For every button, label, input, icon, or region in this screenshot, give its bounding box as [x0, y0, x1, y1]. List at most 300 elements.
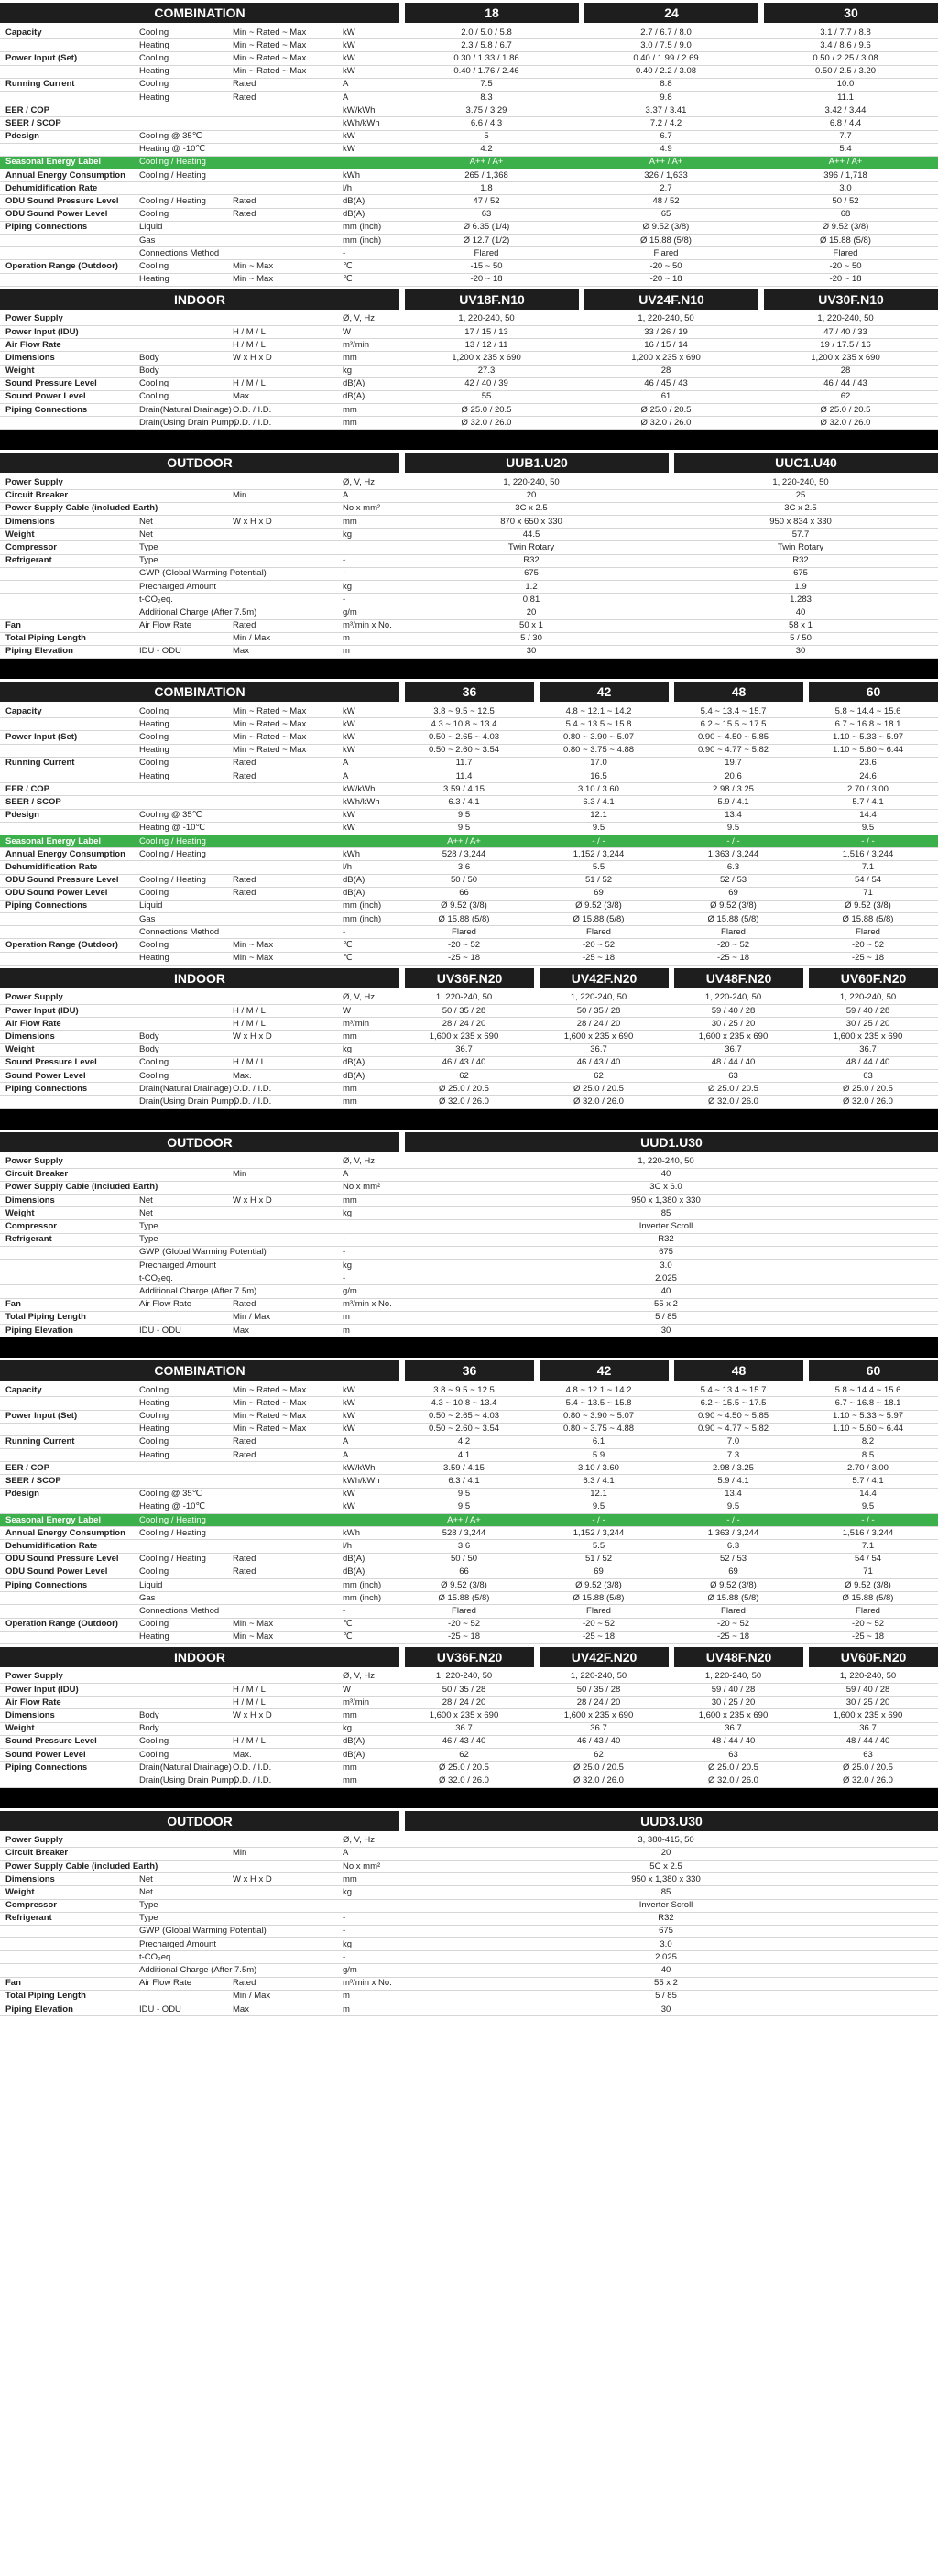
row-label: Annual Energy Consumption	[5, 848, 125, 859]
value-cell: 50 x 1	[519, 620, 543, 631]
table-header	[0, 968, 938, 988]
value-cell: 5.9	[592, 1449, 605, 1460]
value-cell: 9.8	[660, 92, 672, 103]
row-condition: Min ~ Max	[233, 1619, 274, 1630]
table-header	[0, 453, 938, 473]
row-sublabel: Gas	[139, 913, 156, 924]
row-unit: A	[343, 1848, 349, 1859]
value-cell: 13.4	[725, 810, 742, 821]
table-row	[0, 1926, 938, 1938]
row-sublabel: Cooling	[139, 1070, 169, 1081]
value-cell: 1.10 ~ 5.60 ~ 6.44	[832, 745, 904, 756]
value-cell: 33 / 26 / 19	[644, 326, 688, 337]
row-label: SEER / SCOP	[5, 796, 61, 807]
value-cell: Flared	[586, 926, 611, 937]
row-label: Dimensions	[5, 1195, 55, 1206]
value-cell: Ø 25.0 / 20.5	[573, 1083, 624, 1094]
value-cell: 11.4	[455, 770, 473, 781]
row-sublabel: Cooling @ 35℃	[139, 810, 202, 821]
row-label: Capacity	[5, 27, 42, 38]
value-cell: R32	[658, 1234, 674, 1245]
value-cell: -25 ~ 18	[447, 953, 481, 964]
row-sublabel: Gas	[139, 235, 156, 246]
table-row	[0, 27, 938, 39]
value-cell: Flared	[856, 1605, 880, 1616]
table-row	[0, 1684, 938, 1697]
row-condition: H / M / L	[233, 1736, 266, 1747]
value-cell: Ø 25.0 / 20.5	[439, 1083, 489, 1094]
row-label: Circuit Breaker	[5, 1848, 69, 1859]
row-unit: kg	[343, 1938, 353, 1949]
value-cell: -25 ~ 18	[582, 953, 616, 964]
row-label: Total Piping Length	[5, 1991, 86, 2002]
value-cell: 52 / 53	[719, 1554, 747, 1565]
table-row	[0, 1156, 938, 1169]
row-label: ODU Sound Power Level	[5, 209, 108, 220]
row-sublabel: GWP (Global Warming Potential)	[139, 1247, 267, 1258]
row-sublabel: Heating @ -10℃	[139, 1501, 206, 1512]
value-cell: 28	[660, 366, 671, 377]
table-row	[0, 326, 938, 339]
row-label: Operation Range (Outdoor)	[5, 1619, 118, 1630]
model-column-header: UV30F.N10	[764, 289, 938, 310]
row-unit: dB(A)	[343, 209, 365, 220]
row-condition: Min	[233, 1848, 247, 1859]
row-sublabel: Type	[139, 1900, 158, 1911]
table-row	[0, 1247, 938, 1260]
value-cell: 0.90 ~ 4.50 ~ 5.85	[697, 732, 769, 743]
value-cell: 4.9	[660, 144, 672, 155]
value-cell: 0.80 ~ 3.90 ~ 5.07	[562, 732, 635, 743]
row-label: Power Input (IDU)	[5, 1684, 79, 1695]
value-cell: 55 x 2	[654, 1978, 678, 1989]
value-cell: 0.50 / 2.5 / 3.20	[814, 66, 877, 77]
row-sublabel: Cooling / Heating	[139, 196, 206, 207]
value-cell: 13.4	[725, 1489, 742, 1500]
value-cell: 61	[660, 391, 671, 402]
value-cell: 6.3 / 4.1	[448, 1476, 480, 1487]
row-sublabel: Cooling	[139, 1619, 169, 1630]
row-sublabel: t-CO₂eq.	[139, 1951, 173, 1962]
table-row	[0, 992, 938, 1005]
value-cell: 62	[459, 1070, 469, 1081]
row-unit: mm	[343, 1710, 357, 1721]
value-cell: 3.0 / 7.5 / 9.0	[640, 39, 692, 50]
row-sublabel: Cooling	[139, 79, 169, 90]
row-label: Total Piping Length	[5, 1312, 86, 1323]
value-cell: 675	[793, 568, 808, 579]
row-label: Operation Range (Outdoor)	[5, 260, 118, 271]
table-row	[0, 633, 938, 646]
row-unit: -	[343, 247, 346, 258]
row-sublabel: Type	[139, 1221, 158, 1232]
table-row	[0, 745, 938, 758]
value-cell: 69	[594, 888, 604, 899]
value-cell: 46 / 45 / 43	[644, 378, 688, 389]
spec-table	[0, 289, 938, 431]
section-divider	[0, 659, 938, 679]
row-unit: mm (inch)	[343, 913, 382, 924]
value-cell: 1, 220-240, 50	[704, 1671, 762, 1682]
table-row	[0, 646, 938, 659]
value-cell: 6.3	[726, 1540, 740, 1551]
value-cell: Ø 25.0 / 20.5	[439, 1762, 489, 1773]
row-sublabel: Drain(Natural Drainage)	[139, 404, 232, 415]
value-cell: 5.4 ~ 13.4 ~ 15.7	[700, 705, 767, 716]
row-sublabel: t-CO₂eq.	[139, 594, 173, 605]
table-row	[0, 1554, 938, 1566]
row-sublabel: Additional Charge (After 7.5m)	[139, 1285, 257, 1296]
row-sublabel: Precharged Amount	[139, 581, 216, 592]
table-title: OUTDOOR	[0, 1811, 399, 1831]
value-cell: 46 / 43 / 40	[576, 1057, 621, 1068]
value-cell: 36.7	[590, 1044, 607, 1055]
row-condition: Min ~ Max	[233, 1632, 274, 1643]
table-row	[0, 1848, 938, 1861]
row-unit: Ø, V, Hz	[343, 1671, 376, 1682]
table-header	[0, 1360, 938, 1381]
row-condition: Max	[233, 646, 249, 657]
table-row	[0, 391, 938, 404]
table-title: COMBINATION	[0, 1360, 399, 1381]
row-condition: H / M / L	[233, 339, 266, 350]
row-label: Power Supply	[5, 1835, 63, 1846]
value-cell: A++ / A+	[649, 157, 683, 168]
value-cell: Ø 9.52 (3/8)	[710, 1579, 757, 1590]
row-sublabel: Cooling / Heating	[139, 157, 206, 168]
value-cell: 1, 220-240, 50	[704, 992, 762, 1003]
table-row	[0, 901, 938, 913]
value-cell: 69	[728, 1566, 738, 1577]
table-row	[0, 1312, 938, 1325]
value-cell: 40	[660, 1285, 671, 1296]
value-cell: 1, 220-240, 50	[570, 992, 627, 1003]
row-unit: Ø, V, Hz	[343, 992, 376, 1003]
row-sublabel: Type	[139, 1234, 158, 1245]
value-cell: Flared	[856, 926, 880, 937]
row-unit: W	[343, 1005, 351, 1016]
row-sublabel: Body	[139, 352, 159, 363]
value-cell: -25 ~ 18	[716, 953, 750, 964]
row-sublabel: Drain(Using Drain Pump)	[139, 1774, 237, 1785]
row-unit: kWh/kWh	[343, 796, 380, 807]
row-label: Pdesign	[5, 810, 39, 821]
value-cell: Ø 32.0 / 26.0	[573, 1096, 624, 1107]
row-sublabel: Net	[139, 1886, 153, 1897]
table-row	[0, 79, 938, 92]
value-cell: 675	[659, 1926, 673, 1937]
table-row	[0, 1605, 938, 1618]
row-unit: g/m	[343, 606, 357, 617]
table-row	[0, 260, 938, 273]
row-unit: kg	[343, 1723, 353, 1734]
row-condition: Rated	[233, 92, 256, 103]
row-unit: ℃	[343, 1619, 353, 1630]
row-unit: A	[343, 758, 349, 769]
value-cell: Twin Rotary	[507, 541, 555, 552]
table-row	[0, 1436, 938, 1449]
row-sublabel: Connections Method	[139, 926, 220, 937]
table-row	[0, 1723, 938, 1736]
value-cell: 42 / 40 / 39	[464, 378, 508, 389]
value-cell: 28 / 24 / 20	[442, 1697, 486, 1708]
row-label: Piping Connections	[5, 404, 88, 415]
value-cell: 36.7	[859, 1723, 877, 1734]
row-unit: mm	[343, 1096, 357, 1107]
row-condition: W x H x D	[233, 516, 272, 527]
row-label: Weight	[5, 1723, 35, 1734]
value-cell: 1.9	[794, 581, 807, 592]
row-sublabel: GWP (Global Warming Potential)	[139, 1926, 267, 1937]
row-condition: Max	[233, 1325, 249, 1336]
row-label: Weight	[5, 1207, 35, 1218]
table-row	[0, 796, 938, 809]
value-cell: 4.8 ~ 12.1 ~ 14.2	[565, 705, 632, 716]
value-cell: Ø 32.0 / 26.0	[439, 1774, 489, 1785]
table-row	[0, 117, 938, 130]
value-cell: 4.2	[457, 1436, 471, 1447]
model-column-header: 18	[405, 3, 579, 23]
value-cell: 6.7 ~ 16.8 ~ 18.1	[834, 1397, 901, 1408]
table-row	[0, 1913, 938, 1926]
row-label: Power Input (IDU)	[5, 1005, 79, 1016]
value-cell: 40	[660, 1169, 671, 1180]
value-cell: 66	[459, 1566, 469, 1577]
row-condition: H / M / L	[233, 326, 266, 337]
value-cell: 675	[524, 568, 539, 579]
row-label: Pdesign	[5, 131, 39, 142]
value-cell: 48 / 44 / 40	[845, 1736, 890, 1747]
row-unit: kg	[343, 1260, 353, 1271]
value-cell: 3.0	[660, 1260, 672, 1271]
table-row	[0, 1978, 938, 1991]
value-cell: 7.3	[726, 1449, 740, 1460]
row-sublabel: Cooling @ 35℃	[139, 1489, 202, 1500]
row-unit: No x mm²	[343, 1861, 381, 1872]
row-sublabel: Net	[139, 1873, 153, 1884]
value-cell: 950 x 1,380 x 330	[631, 1873, 701, 1884]
row-unit: kW	[343, 732, 355, 743]
row-condition: Min ~ Rated ~ Max	[233, 1424, 307, 1435]
table-row	[0, 1169, 938, 1182]
value-cell: -20 ~ 52	[851, 940, 885, 951]
row-unit: kW	[343, 823, 355, 834]
row-condition: Min / Max	[233, 633, 271, 644]
value-cell: 675	[659, 1247, 673, 1258]
row-unit: kW	[343, 705, 355, 716]
table-row	[0, 1709, 938, 1722]
row-sublabel: Liquid	[139, 901, 163, 911]
row-label: Piping Elevation	[5, 2003, 73, 2014]
value-cell: 6.2 ~ 15.5 ~ 17.5	[700, 718, 767, 729]
value-cell: 9.5	[726, 1501, 740, 1512]
value-cell: 0.90 ~ 4.77 ~ 5.82	[697, 745, 769, 756]
table-row	[0, 606, 938, 619]
row-label: EER / COP	[5, 783, 50, 794]
value-cell: 10.0	[836, 79, 855, 90]
row-sublabel: Heating	[139, 274, 169, 285]
row-label: Weight	[5, 1044, 35, 1055]
value-cell: 50 / 35 / 28	[576, 1005, 621, 1016]
model-column-header: UUC1.U40	[674, 453, 938, 473]
value-cell: 55 x 2	[654, 1299, 678, 1310]
value-cell: 48 / 44 / 40	[845, 1057, 890, 1068]
row-label: Piping Connections	[5, 1083, 88, 1094]
table-row	[0, 1671, 938, 1684]
row-label: Refrigerant	[5, 1234, 52, 1245]
value-cell: Ø 9.52 (3/8)	[845, 1579, 891, 1590]
value-cell: 6.2 ~ 15.5 ~ 17.5	[700, 1397, 767, 1408]
row-unit: kW	[343, 144, 355, 155]
value-cell: 66	[459, 888, 469, 899]
row-unit: kW	[343, 27, 355, 38]
row-unit: dB(A)	[343, 1749, 365, 1760]
row-sublabel: Cooling	[139, 52, 169, 63]
table-row	[0, 1489, 938, 1501]
row-condition: H / M / L	[233, 1697, 266, 1708]
row-unit: m	[343, 1312, 350, 1323]
row-unit: kW	[343, 1397, 355, 1408]
value-cell: 6.3 / 4.1	[448, 796, 480, 807]
value-cell: 69	[728, 888, 738, 899]
row-label: Piping Connections	[5, 222, 88, 233]
row-sublabel: Cooling	[139, 758, 169, 769]
spec-table	[0, 682, 938, 966]
row-label: Piping Elevation	[5, 646, 73, 657]
value-cell: Ø 15.88 (5/8)	[707, 913, 759, 924]
value-cell: 5.5	[592, 861, 605, 872]
value-cell: 71	[863, 1566, 873, 1577]
table-row	[0, 1938, 938, 1951]
value-cell: 36.7	[859, 1044, 877, 1055]
row-unit: dB(A)	[343, 378, 365, 389]
table-row	[0, 939, 938, 952]
table-row	[0, 1449, 938, 1462]
row-sublabel: Cooling / Heating	[139, 169, 206, 180]
row-label: Dehumidification Rate	[5, 861, 98, 872]
row-unit: mm	[343, 1774, 357, 1785]
row-sublabel: Air Flow Rate	[139, 1978, 192, 1989]
row-condition: Rated	[233, 1554, 256, 1565]
value-cell: 20	[526, 490, 537, 501]
row-label: ODU Sound Pressure Level	[5, 1554, 119, 1565]
row-sublabel: Cooling	[139, 209, 169, 220]
row-label: Capacity	[5, 705, 42, 716]
table-row	[0, 1900, 938, 1913]
value-cell: 5C x 2.5	[649, 1861, 682, 1872]
row-label: Power Input (IDU)	[5, 326, 79, 337]
table-row	[0, 1835, 938, 1848]
table-row	[0, 770, 938, 783]
spec-table	[0, 968, 938, 1109]
table-row	[0, 1195, 938, 1207]
value-cell: 6.7	[660, 131, 672, 142]
row-sublabel: GWP (Global Warming Potential)	[139, 568, 267, 579]
row-condition: Min ~ Rated ~ Max	[233, 52, 307, 63]
table-row	[0, 404, 938, 417]
row-condition: Rated	[233, 770, 256, 781]
row-sublabel: Heating	[139, 92, 169, 103]
table-row	[0, 235, 938, 247]
value-cell: A++ / A+	[469, 157, 504, 168]
value-cell: 0.30 / 1.33 / 1.86	[453, 52, 519, 63]
table-row	[0, 1527, 938, 1540]
row-sublabel: Heating	[139, 1632, 169, 1643]
table-row	[0, 1697, 938, 1709]
row-unit: mm	[343, 404, 357, 415]
row-sublabel: Liquid	[139, 1579, 163, 1590]
row-unit: dB(A)	[343, 1057, 365, 1068]
row-label: ODU Sound Power Level	[5, 888, 108, 899]
row-label: Compressor	[5, 541, 57, 552]
value-cell: 3.0	[839, 182, 852, 193]
value-cell: 8.5	[861, 1449, 875, 1460]
value-cell: 0.50 / 2.25 / 3.08	[813, 52, 878, 63]
row-sublabel: Liquid	[139, 222, 163, 233]
row-condition: O.D. / I.D.	[233, 1762, 272, 1773]
table-row	[0, 1234, 938, 1247]
row-label: Power Input (Set)	[5, 732, 78, 743]
value-cell: 63	[728, 1070, 738, 1081]
row-label: Power Supply	[5, 1671, 63, 1682]
row-label: Weight	[5, 529, 35, 540]
value-cell: 85	[660, 1886, 671, 1897]
value-cell: 59 / 40 / 28	[711, 1684, 756, 1695]
value-cell: A++ / A+	[447, 835, 481, 846]
value-cell: 1, 220-240, 50	[503, 477, 560, 488]
row-sublabel: Cooling	[139, 888, 169, 899]
row-condition: O.D. / I.D.	[233, 1083, 272, 1094]
table-row	[0, 1514, 938, 1527]
row-sublabel: Body	[139, 1044, 159, 1055]
value-cell: 6.1	[592, 1436, 605, 1447]
row-unit: m	[343, 1991, 350, 2002]
value-cell: 16 / 15 / 14	[644, 339, 688, 350]
row-condition: Min ~ Rated ~ Max	[233, 66, 307, 77]
row-condition: Min ~ Rated ~ Max	[233, 27, 307, 38]
value-cell: 5 / 85	[655, 1991, 677, 2002]
row-label: Sound Power Level	[5, 1749, 86, 1760]
row-sublabel: IDU - ODU	[139, 2003, 181, 2014]
row-unit: ℃	[343, 1632, 353, 1643]
row-unit: dB(A)	[343, 1736, 365, 1747]
row-condition: Min	[233, 1169, 247, 1180]
spec-table	[0, 1360, 938, 1644]
row-condition: Max.	[233, 1070, 252, 1081]
value-cell: Ø 9.52 (3/8)	[575, 901, 622, 911]
value-cell: 2.0 / 5.0 / 5.8	[461, 27, 512, 38]
row-condition: O.D. / I.D.	[233, 1774, 272, 1785]
row-label: Seasonal Energy Label	[5, 835, 102, 846]
value-cell: Ø 25.0 / 20.5	[820, 404, 871, 415]
row-label: Power Supply Cable (included Earth)	[5, 503, 158, 514]
value-cell: 36.7	[455, 1723, 473, 1734]
value-cell: 7.1	[861, 861, 875, 872]
row-condition: O.D. / I.D.	[233, 404, 272, 415]
model-column-header: 60	[809, 682, 938, 702]
table-row	[0, 1501, 938, 1514]
row-unit: kW	[343, 39, 355, 50]
value-cell: 47 / 40 / 33	[823, 326, 867, 337]
row-unit: -	[343, 555, 346, 566]
value-cell: Flared	[721, 1605, 746, 1616]
value-cell: R32	[523, 555, 540, 566]
row-label: EER / COP	[5, 104, 50, 115]
row-label: Seasonal Energy Label	[5, 1514, 102, 1525]
table-title: OUTDOOR	[0, 1132, 399, 1152]
value-cell: 12.1	[590, 810, 607, 821]
value-cell: Ø 15.88 (5/8)	[640, 235, 692, 246]
